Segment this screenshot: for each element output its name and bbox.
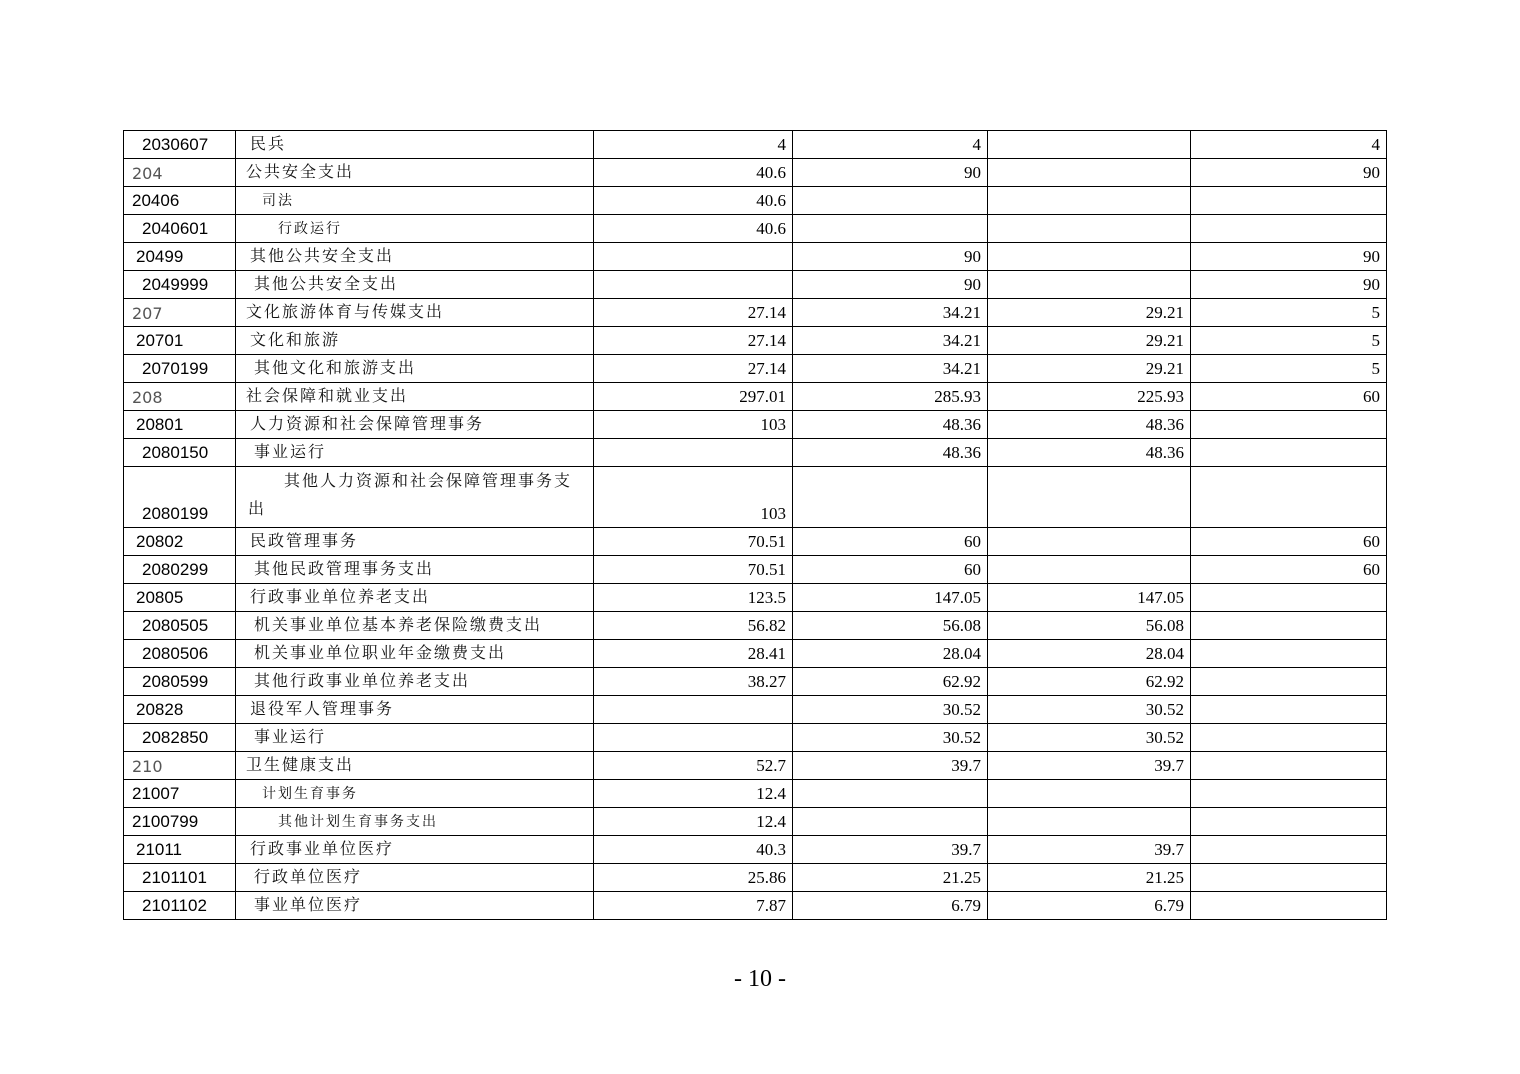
budget-table	[123, 130, 1387, 920]
amount-cell-col3	[988, 243, 1191, 271]
amount-cell-col4: 4	[1191, 131, 1387, 159]
amount-cell-col4: 60	[1191, 528, 1387, 556]
amount-cell-col4	[1191, 724, 1387, 752]
amount-cell-col3: 48.36	[988, 439, 1191, 467]
amount-cell-col4: 5	[1191, 299, 1387, 327]
table-row	[124, 668, 1387, 696]
amount-cell-col1: 25.86	[594, 864, 793, 892]
amount-cell-col3	[988, 159, 1191, 187]
account-code-cell: 20828	[124, 696, 236, 724]
table-row	[124, 159, 1387, 187]
amount-cell-col2: 21.25	[793, 864, 988, 892]
amount-cell-col1	[594, 243, 793, 271]
account-code-cell: 20802	[124, 528, 236, 556]
account-name-cell: 机关事业单位职业年金缴费支出	[236, 640, 594, 668]
amount-cell-col2: 56.08	[793, 612, 988, 640]
amount-cell-col1: 27.14	[594, 299, 793, 327]
amount-cell-col4: 90	[1191, 243, 1387, 271]
amount-cell-col1: 103	[594, 467, 793, 528]
amount-cell-col4	[1191, 187, 1387, 215]
amount-cell-col3	[988, 780, 1191, 808]
amount-cell-col3: 30.52	[988, 696, 1191, 724]
amount-cell-col4	[1191, 411, 1387, 439]
account-code-cell: 2080505	[124, 612, 236, 640]
amount-cell-col1: 27.14	[594, 327, 793, 355]
account-code-cell: 208	[124, 383, 236, 411]
amount-cell-col1: 40.6	[594, 159, 793, 187]
amount-cell-col3: 6.79	[988, 892, 1191, 920]
table-row	[124, 836, 1387, 864]
amount-cell-col4	[1191, 215, 1387, 243]
amount-cell-col3: 29.21	[988, 355, 1191, 383]
account-code-cell: 21011	[124, 836, 236, 864]
amount-cell-col2: 62.92	[793, 668, 988, 696]
amount-cell-col2: 34.21	[793, 355, 988, 383]
table-row	[124, 299, 1387, 327]
account-name-cell: 文化旅游体育与传媒支出	[236, 299, 594, 327]
amount-cell-col2: 30.52	[793, 696, 988, 724]
amount-cell-col1: 28.41	[594, 640, 793, 668]
table-row	[124, 243, 1387, 271]
amount-cell-col1	[594, 696, 793, 724]
account-name-cell: 社会保障和就业支出	[236, 383, 594, 411]
amount-cell-col1: 103	[594, 411, 793, 439]
amount-cell-col1	[594, 439, 793, 467]
amount-cell-col2: 285.93	[793, 383, 988, 411]
amount-cell-col4	[1191, 892, 1387, 920]
table-row	[124, 271, 1387, 299]
account-code-cell: 20499	[124, 243, 236, 271]
amount-cell-col2: 147.05	[793, 584, 988, 612]
amount-cell-col4: 5	[1191, 327, 1387, 355]
amount-cell-col2: 28.04	[793, 640, 988, 668]
amount-cell-col3: 29.21	[988, 327, 1191, 355]
account-code-cell: 2080150	[124, 439, 236, 467]
account-name-cell: 其他文化和旅游支出	[236, 355, 594, 383]
account-name-cell: 机关事业单位基本养老保险缴费支出	[236, 612, 594, 640]
amount-cell-col2: 4	[793, 131, 988, 159]
amount-cell-col4	[1191, 439, 1387, 467]
account-code-cell: 2080599	[124, 668, 236, 696]
table-row	[124, 187, 1387, 215]
amount-cell-col4	[1191, 584, 1387, 612]
amount-cell-col3: 28.04	[988, 640, 1191, 668]
account-code-cell: 2040601	[124, 215, 236, 243]
account-code-cell: 20406	[124, 187, 236, 215]
account-code-cell: 2049999	[124, 271, 236, 299]
amount-cell-col3: 39.7	[988, 836, 1191, 864]
amount-cell-col4	[1191, 808, 1387, 836]
account-name-cell: 民政管理事务	[236, 528, 594, 556]
account-name-cell: 事业运行	[236, 724, 594, 752]
account-code-cell: 20805	[124, 584, 236, 612]
account-name-cell: 事业单位医疗	[236, 892, 594, 920]
amount-cell-col4	[1191, 836, 1387, 864]
amount-cell-col4: 60	[1191, 556, 1387, 584]
amount-cell-col1	[594, 271, 793, 299]
table-row	[124, 612, 1387, 640]
account-code-cell: 20801	[124, 411, 236, 439]
account-code-cell: 210	[124, 752, 236, 780]
table-row	[124, 327, 1387, 355]
account-name-cell: 文化和旅游	[236, 327, 594, 355]
account-name-cell: 事业运行	[236, 439, 594, 467]
amount-cell-col1: 7.87	[594, 892, 793, 920]
amount-cell-col2: 30.52	[793, 724, 988, 752]
amount-cell-col3	[988, 528, 1191, 556]
account-name-cell: 司法	[236, 187, 594, 215]
account-code-cell: 2082850	[124, 724, 236, 752]
table-row	[124, 528, 1387, 556]
table-row	[124, 696, 1387, 724]
account-code-cell: 21007	[124, 780, 236, 808]
account-code-cell: 204	[124, 159, 236, 187]
amount-cell-col3: 39.7	[988, 752, 1191, 780]
amount-cell-col3: 30.52	[988, 724, 1191, 752]
amount-cell-col4	[1191, 467, 1387, 528]
amount-cell-col3	[988, 131, 1191, 159]
amount-cell-col3	[988, 271, 1191, 299]
account-code-cell: 20701	[124, 327, 236, 355]
amount-cell-col4: 90	[1191, 159, 1387, 187]
amount-cell-col4: 90	[1191, 271, 1387, 299]
account-name-cell: 其他行政事业单位养老支出	[236, 668, 594, 696]
amount-cell-col3: 225.93	[988, 383, 1191, 411]
account-code-cell: 2080299	[124, 556, 236, 584]
amount-cell-col1: 27.14	[594, 355, 793, 383]
amount-cell-col2: 90	[793, 271, 988, 299]
account-code-cell: 2070199	[124, 355, 236, 383]
account-code-cell: 2080199	[124, 467, 236, 528]
amount-cell-col4	[1191, 696, 1387, 724]
account-name-cell: 其他公共安全支出	[236, 271, 594, 299]
amount-cell-col4: 5	[1191, 355, 1387, 383]
account-name-cell: 民兵	[236, 131, 594, 159]
amount-cell-col2: 39.7	[793, 752, 988, 780]
amount-cell-col3	[988, 467, 1191, 528]
amount-cell-col1: 40.3	[594, 836, 793, 864]
account-name-cell: 其他人力资源和社会保障管理事务支出	[236, 467, 594, 528]
amount-cell-col2: 6.79	[793, 892, 988, 920]
amount-cell-col2	[793, 215, 988, 243]
amount-cell-col1	[594, 724, 793, 752]
amount-cell-col1: 12.4	[594, 808, 793, 836]
amount-cell-col1: 40.6	[594, 187, 793, 215]
table-row	[124, 411, 1387, 439]
account-code-cell: 207	[124, 299, 236, 327]
table-row	[124, 584, 1387, 612]
amount-cell-col1: 70.51	[594, 556, 793, 584]
amount-cell-col4	[1191, 640, 1387, 668]
amount-cell-col1: 40.6	[594, 215, 793, 243]
amount-cell-col3: 147.05	[988, 584, 1191, 612]
account-code-cell: 2100799	[124, 808, 236, 836]
amount-cell-col3	[988, 808, 1191, 836]
account-name-cell: 其他计划生育事务支出	[236, 808, 594, 836]
amount-cell-col3: 62.92	[988, 668, 1191, 696]
amount-cell-col2	[793, 187, 988, 215]
account-name-cell: 其他民政管理事务支出	[236, 556, 594, 584]
table-row	[124, 640, 1387, 668]
table-row	[124, 383, 1387, 411]
amount-cell-col3: 56.08	[988, 612, 1191, 640]
amount-cell-col1: 52.7	[594, 752, 793, 780]
account-code-cell: 2030607	[124, 131, 236, 159]
table-row	[124, 864, 1387, 892]
amount-cell-col2: 34.21	[793, 299, 988, 327]
table-row	[124, 892, 1387, 920]
amount-cell-col4	[1191, 752, 1387, 780]
account-name-cell: 计划生育事务	[236, 780, 594, 808]
table-row	[124, 355, 1387, 383]
amount-cell-col2	[793, 467, 988, 528]
amount-cell-col1: 70.51	[594, 528, 793, 556]
table-row	[124, 780, 1387, 808]
amount-cell-col2: 90	[793, 243, 988, 271]
page-number: - 10 -	[734, 966, 786, 992]
amount-cell-col3: 29.21	[988, 299, 1191, 327]
amount-cell-col4	[1191, 780, 1387, 808]
table-row	[124, 808, 1387, 836]
account-name-cell: 行政单位医疗	[236, 864, 594, 892]
amount-cell-col4: 60	[1191, 383, 1387, 411]
account-name-cell: 行政运行	[236, 215, 594, 243]
amount-cell-col4	[1191, 864, 1387, 892]
account-code-cell: 2080506	[124, 640, 236, 668]
amount-cell-col3: 21.25	[988, 864, 1191, 892]
account-code-cell: 2101102	[124, 892, 236, 920]
table-row	[124, 752, 1387, 780]
amount-cell-col2: 60	[793, 528, 988, 556]
amount-cell-col1: 4	[594, 131, 793, 159]
account-name-cell: 卫生健康支出	[236, 752, 594, 780]
amount-cell-col2	[793, 808, 988, 836]
account-name-cell: 行政事业单位养老支出	[236, 584, 594, 612]
amount-cell-col2: 34.21	[793, 327, 988, 355]
account-name-cell: 退役军人管理事务	[236, 696, 594, 724]
amount-cell-col1: 12.4	[594, 780, 793, 808]
table-row	[124, 556, 1387, 584]
amount-cell-col2	[793, 780, 988, 808]
table-row	[124, 724, 1387, 752]
table-row	[124, 131, 1387, 159]
account-name-cell: 人力资源和社会保障管理事务	[236, 411, 594, 439]
amount-cell-col3	[988, 556, 1191, 584]
account-name-cell: 行政事业单位医疗	[236, 836, 594, 864]
table-row	[124, 467, 1387, 528]
amount-cell-col2: 60	[793, 556, 988, 584]
table-body	[124, 131, 1387, 920]
account-name-cell: 其他公共安全支出	[236, 243, 594, 271]
amount-cell-col1: 297.01	[594, 383, 793, 411]
amount-cell-col2: 48.36	[793, 439, 988, 467]
amount-cell-col3	[988, 187, 1191, 215]
amount-cell-col4	[1191, 612, 1387, 640]
amount-cell-col2: 48.36	[793, 411, 988, 439]
amount-cell-col2: 90	[793, 159, 988, 187]
amount-cell-col1: 56.82	[594, 612, 793, 640]
amount-cell-col4	[1191, 668, 1387, 696]
table-row	[124, 215, 1387, 243]
amount-cell-col1: 38.27	[594, 668, 793, 696]
account-code-cell: 2101101	[124, 864, 236, 892]
amount-cell-col3	[988, 215, 1191, 243]
amount-cell-col2: 39.7	[793, 836, 988, 864]
account-name-cell: 公共安全支出	[236, 159, 594, 187]
amount-cell-col3: 48.36	[988, 411, 1191, 439]
amount-cell-col1: 123.5	[594, 584, 793, 612]
table-row	[124, 439, 1387, 467]
